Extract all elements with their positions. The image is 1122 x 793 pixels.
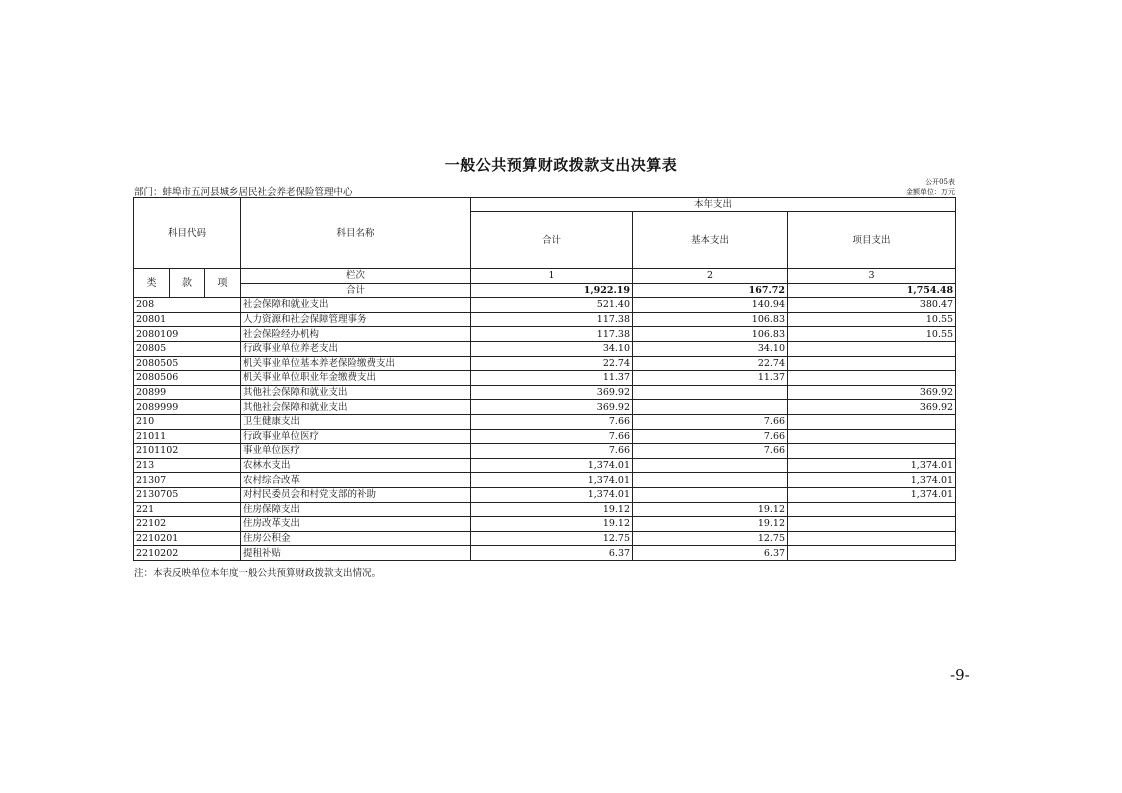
total-sum: 1,922.19: [471, 283, 633, 298]
row-project: 380.47: [788, 298, 956, 313]
unit-label: 金额单位：万元: [906, 188, 955, 196]
table-row: [134, 312, 956, 327]
table-row: [134, 458, 956, 473]
row-project: [788, 414, 956, 429]
page-number: -9-: [950, 666, 970, 684]
row-code: 2089999: [134, 400, 241, 415]
row-total: 7.66: [471, 429, 633, 444]
row-name: 其他社会保障和就业支出: [241, 385, 471, 400]
row-total: 1,374.01: [471, 458, 633, 473]
row-code: 2130705: [134, 487, 241, 502]
table-row: [134, 444, 956, 459]
page-title: 一般公共预算财政拨款支出决算表: [444, 156, 678, 174]
row-name: 农村综合改革: [241, 473, 471, 488]
row-project: 1,374.01: [788, 473, 956, 488]
row-name: 对村民委员会和村党支部的补助: [241, 487, 471, 502]
row-project: [788, 517, 956, 532]
row-basic: [633, 400, 788, 415]
row-code: 2101102: [134, 444, 241, 459]
row-basic: 106.83: [633, 327, 788, 342]
total-row: [134, 283, 956, 298]
row-total: 1,374.01: [471, 473, 633, 488]
table-row: [134, 327, 956, 342]
table-row: [134, 429, 956, 444]
row-name: 事业单位医疗: [241, 444, 471, 459]
row-code: 21011: [134, 429, 241, 444]
row-total: 117.38: [471, 327, 633, 342]
row-code: 2210202: [134, 546, 241, 561]
row-code: 20805: [134, 341, 241, 356]
header-basic: 基本支出: [633, 212, 788, 269]
row-total: 521.40: [471, 298, 633, 313]
row-project: 369.92: [788, 400, 956, 415]
row-name: 住房公积金: [241, 531, 471, 546]
row-code: 210: [134, 414, 241, 429]
row-code: 22102: [134, 517, 241, 532]
row-project: [788, 371, 956, 386]
row-name: 农林水支出: [241, 458, 471, 473]
row-basic: 7.66: [633, 444, 788, 459]
total-label: 合计: [241, 283, 471, 298]
row-basic: 7.66: [633, 414, 788, 429]
row-project: [788, 531, 956, 546]
table-row: [134, 502, 956, 517]
row-total: 7.66: [471, 414, 633, 429]
header-kuan: 款: [170, 269, 205, 298]
row-code: 21307: [134, 473, 241, 488]
row-name: 社会保险经办机构: [241, 327, 471, 342]
row-name: 住房改革支出: [241, 517, 471, 532]
row-basic: 6.37: [633, 546, 788, 561]
table-row: [134, 298, 956, 313]
row-total: 22.74: [471, 356, 633, 371]
row-project: [788, 444, 956, 459]
row-code: 2080109: [134, 327, 241, 342]
header-col-3: 3: [788, 269, 956, 284]
table-row: [134, 473, 956, 488]
row-name: 机关事业单位基本养老保险缴费支出: [241, 356, 471, 371]
row-total: 7.66: [471, 444, 633, 459]
header-subject-code: 科目代码: [134, 198, 241, 269]
header-this-year: 本年支出: [471, 198, 956, 212]
row-project: [788, 546, 956, 561]
row-code: 208: [134, 298, 241, 313]
row-code: 213: [134, 458, 241, 473]
row-name: 行政事业单位养老支出: [241, 341, 471, 356]
header-col-1: 1: [471, 269, 633, 284]
header-col-2: 2: [633, 269, 788, 284]
header-lanci: 栏次: [241, 269, 471, 284]
row-total: 1,374.01: [471, 487, 633, 502]
row-basic: 106.83: [633, 312, 788, 327]
row-name: 行政事业单位医疗: [241, 429, 471, 444]
row-basic: 34.10: [633, 341, 788, 356]
row-name: 社会保障和就业支出: [241, 298, 471, 313]
table-row: [134, 487, 956, 502]
row-name: 机关事业单位职业年金缴费支出: [241, 371, 471, 386]
row-code: 2080505: [134, 356, 241, 371]
table-row: [134, 414, 956, 429]
row-code: 20801: [134, 312, 241, 327]
table-row: [134, 385, 956, 400]
row-basic: [633, 385, 788, 400]
row-total: 6.37: [471, 546, 633, 561]
row-project: 10.55: [788, 327, 956, 342]
total-project: 1,754.48: [788, 283, 956, 298]
form-code: 公开05表: [925, 178, 955, 186]
table-row: [134, 400, 956, 415]
row-project: 10.55: [788, 312, 956, 327]
header-subject-name: 科目名称: [241, 198, 471, 269]
header-lei: 类: [134, 269, 170, 298]
row-total: 19.12: [471, 502, 633, 517]
expenditure-table: [133, 197, 956, 561]
row-basic: [633, 458, 788, 473]
row-total: 11.37: [471, 371, 633, 386]
footnote: 注：本表反映单位本年度一般公共预算财政拨款支出情况。: [134, 568, 382, 579]
row-code: 221: [134, 502, 241, 517]
table-row: [134, 356, 956, 371]
row-total: 369.92: [471, 385, 633, 400]
row-project: [788, 429, 956, 444]
row-basic: 12.75: [633, 531, 788, 546]
row-basic: 11.37: [633, 371, 788, 386]
row-name: 卫生健康支出: [241, 414, 471, 429]
row-total: 369.92: [471, 400, 633, 415]
row-code: 2080506: [134, 371, 241, 386]
row-project: 1,374.01: [788, 458, 956, 473]
row-project: 1,374.01: [788, 487, 956, 502]
row-code: 2210201: [134, 531, 241, 546]
row-code: 20899: [134, 385, 241, 400]
row-basic: [633, 487, 788, 502]
department-label: 部门：蚌埠市五河县城乡居民社会养老保险管理中心: [134, 187, 353, 198]
row-total: 12.75: [471, 531, 633, 546]
row-basic: 19.12: [633, 517, 788, 532]
row-total: 117.38: [471, 312, 633, 327]
header-project: 项目支出: [788, 212, 956, 269]
row-basic: [633, 473, 788, 488]
row-name: 提租补贴: [241, 546, 471, 561]
table-row: [134, 517, 956, 532]
header-total: 合计: [471, 212, 633, 269]
row-name: 住房保障支出: [241, 502, 471, 517]
row-basic: 22.74: [633, 356, 788, 371]
row-project: [788, 356, 956, 371]
row-project: [788, 341, 956, 356]
row-name: 人力资源和社会保障管理事务: [241, 312, 471, 327]
row-project: [788, 502, 956, 517]
table-row: [134, 371, 956, 386]
header-xiang: 项: [205, 269, 241, 298]
row-project: 369.92: [788, 385, 956, 400]
row-basic: 7.66: [633, 429, 788, 444]
total-basic: 167.72: [633, 283, 788, 298]
row-name: 其他社会保障和就业支出: [241, 400, 471, 415]
table-row: [134, 531, 956, 546]
table-row: [134, 341, 956, 356]
row-total: 34.10: [471, 341, 633, 356]
row-basic: 19.12: [633, 502, 788, 517]
table-row: [134, 546, 956, 561]
row-basic: 140.94: [633, 298, 788, 313]
row-total: 19.12: [471, 517, 633, 532]
